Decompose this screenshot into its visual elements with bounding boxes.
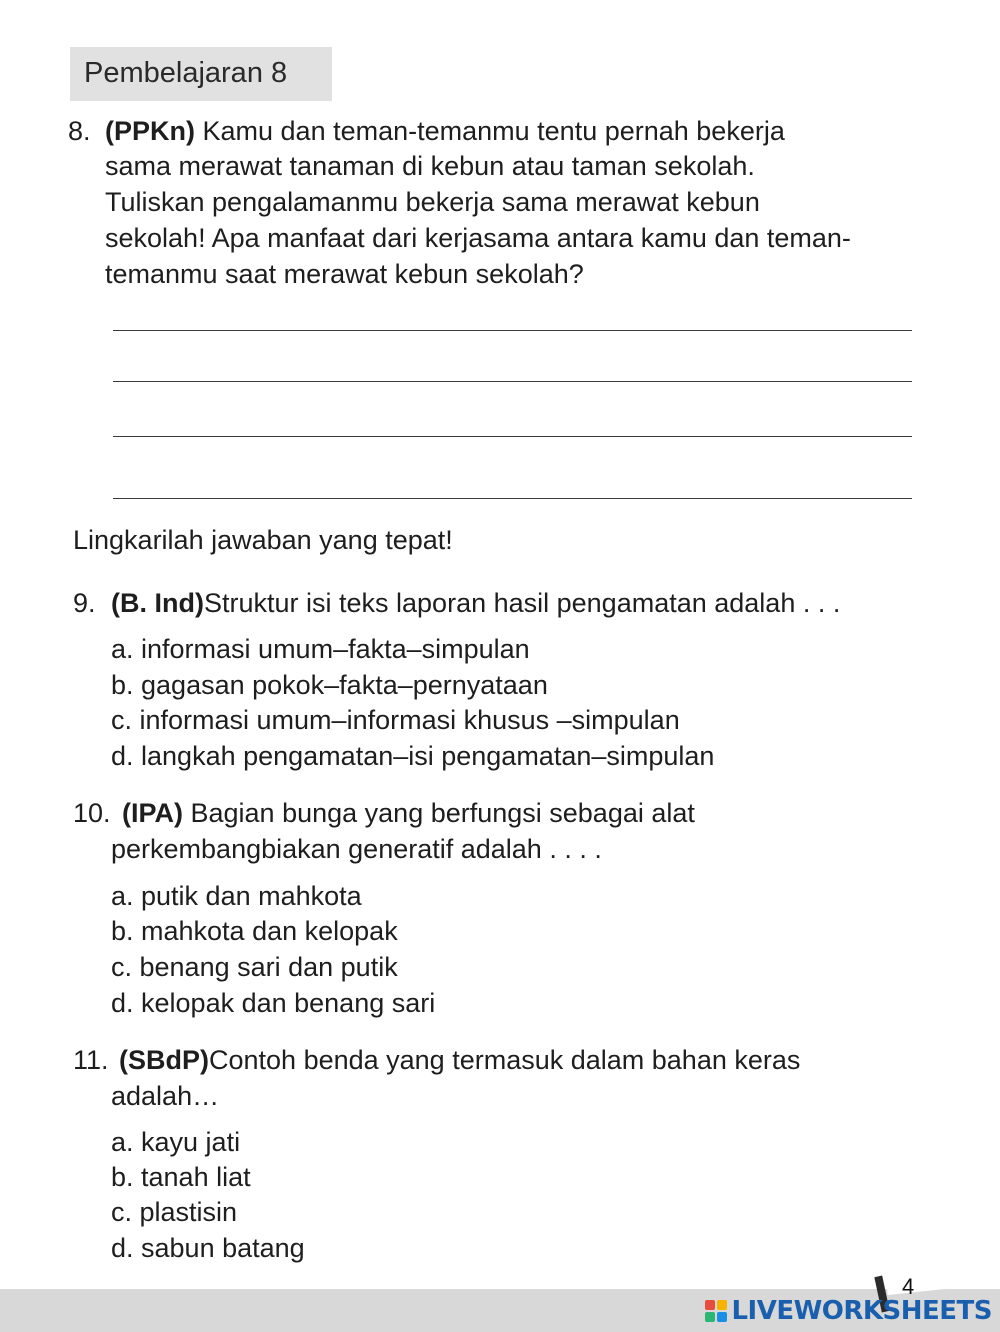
question-subject: (IPA) (122, 798, 183, 828)
page-corner (885, 1259, 948, 1295)
question-subject: (PPKn) (105, 116, 195, 146)
option-c[interactable]: c. plastisin (111, 1197, 238, 1227)
logo-square (717, 1312, 727, 1322)
logo-square (717, 1300, 727, 1310)
option-d[interactable]: d. langkah pengamatan–isi pengamatan–simpulan (111, 741, 715, 771)
question-number: 10. (73, 798, 111, 828)
instruction-text: Lingkarilah jawaban yang tepat! (73, 525, 453, 555)
question-number: 9. (73, 588, 96, 618)
question-text-line: temanmu saat merawat kebun sekolah? (105, 259, 584, 289)
question-text-line: sama merawat tanaman di kebun atau taman sekolah. (105, 151, 755, 181)
question-text: Contoh benda yang termasuk dalam bahan keras (209, 1045, 801, 1075)
option-b[interactable]: b. mahkota dan kelopak (111, 916, 398, 946)
question-8 (68, 114, 785, 149)
option-a[interactable]: a. informasi umum–fakta–simpulan (111, 634, 530, 664)
option-a[interactable]: a. kayu jati (111, 1127, 241, 1157)
question-text-line: Kamu dan teman-temanmu tentu pernah bekerja (195, 116, 785, 146)
lesson-title: Pembelajaran 8 (84, 57, 288, 89)
question-9 (73, 586, 840, 621)
question-10 (73, 796, 695, 831)
option-d[interactable]: d. kelopak dan benang sari (111, 988, 436, 1018)
answer-line[interactable] (113, 381, 912, 382)
question-11 (73, 1043, 800, 1078)
option-d[interactable]: d. sabun batang (111, 1233, 305, 1263)
question-subject: (B. Ind) (111, 588, 204, 618)
question-text-line: adalah… (111, 1081, 220, 1111)
answer-line[interactable] (113, 330, 912, 331)
logo-square (705, 1300, 715, 1310)
question-text: Bagian bunga yang berfungsi sebagai alat (183, 798, 695, 828)
question-subject: (SBdP) (119, 1045, 209, 1075)
question-text-line: sekolah! Apa manfaat dari kerjasama antara kamu dan teman- (105, 223, 851, 253)
logo-grid-icon (705, 1300, 727, 1322)
question-number: 11. (73, 1045, 109, 1075)
question-text: Struktur isi teks laporan hasil pengamatan adalah . . . (203, 588, 841, 618)
answer-line[interactable] (113, 498, 912, 499)
option-b[interactable]: b. tanah liat (111, 1162, 251, 1192)
option-b[interactable]: b. gagasan pokok–fakta–pernyataan (111, 670, 548, 700)
page-number: 4 (902, 1274, 915, 1299)
question-text-line: perkembangbiakan generatif adalah . . . . (111, 834, 602, 864)
option-c[interactable]: c. informasi umum–informasi khusus –simpulan (111, 705, 680, 735)
question-text-line: Tuliskan pengalamanmu bekerja sama merawat kebun (105, 187, 760, 217)
option-c[interactable]: c. benang sari dan putik (111, 952, 398, 982)
question-number: 8. (68, 116, 91, 146)
logo-square (705, 1312, 715, 1322)
answer-line[interactable] (113, 436, 912, 437)
lesson-header (70, 47, 332, 101)
option-a[interactable]: a. putik dan mahkota (111, 881, 362, 911)
liveworksheets-logo[interactable] (705, 1296, 992, 1326)
brand-name: LIVEWORKSHEETS (731, 1296, 992, 1326)
